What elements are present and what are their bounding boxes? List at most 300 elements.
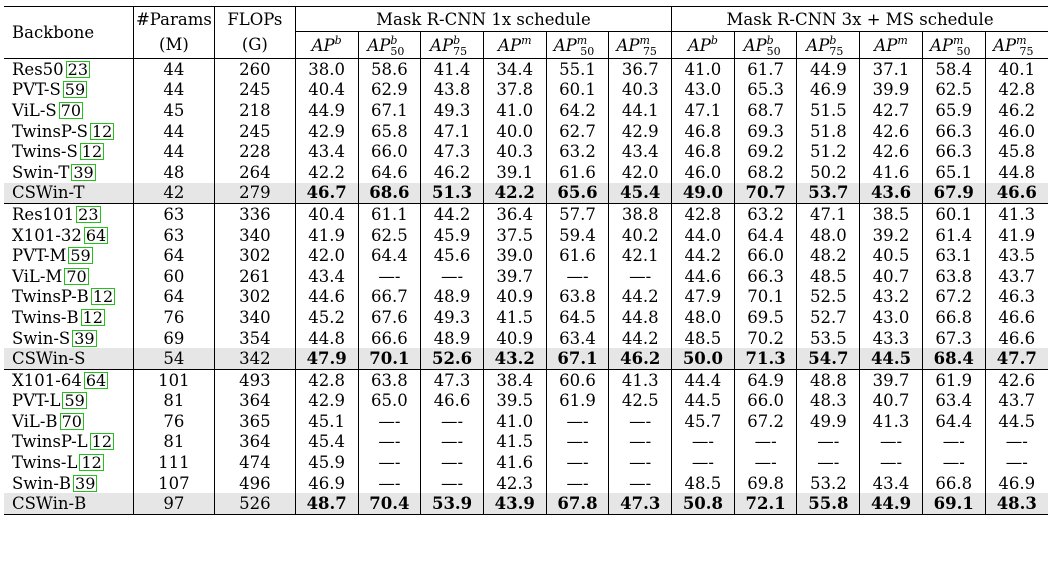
- schedule-1x-value: 45.4: [609, 183, 672, 204]
- schedule-3x-value: 39.7: [860, 369, 923, 390]
- schedule-3x-value: 46.9: [985, 473, 1048, 494]
- schedule-1x-value: 42.5: [609, 391, 672, 412]
- schedule-1x-value: 34.4: [483, 59, 546, 80]
- citation-link[interactable]: 12: [81, 453, 102, 473]
- table-row: [4, 411, 1048, 432]
- schedule-3x-value: 64.4: [734, 225, 797, 246]
- schedule-1x-value: 58.6: [358, 59, 421, 80]
- schedule-3x-value: 69.8: [734, 473, 797, 494]
- schedule-3x-value: 67.9: [922, 183, 985, 204]
- schedule-3x-value: 58.4: [922, 59, 985, 80]
- schedule-1x-header: [295, 7, 671, 32]
- schedule-3x-value: 54.7: [797, 348, 860, 369]
- schedule-1x-value: 37.8: [483, 80, 546, 101]
- schedule-1x-value: 42.8: [295, 369, 358, 390]
- schedule-1x-value: 66.0: [358, 141, 421, 162]
- schedule-1x-value: 43.4: [308, 266, 346, 286]
- schedule-1x-value: 39.5: [483, 391, 546, 412]
- schedule-1x-value: 47.3: [421, 141, 484, 162]
- schedule-3x-value: 60.1: [922, 204, 985, 225]
- schedule-3x-value: 46.9: [797, 80, 860, 101]
- backbone-name-cell: [4, 452, 133, 473]
- schedule-3x-value: 50.2: [797, 162, 860, 183]
- schedule-3x-value: 44.9: [860, 493, 923, 514]
- flops-value: 496: [214, 473, 295, 494]
- backbone-name-cell: [4, 391, 133, 412]
- schedule-3x-value: 43.6: [860, 183, 923, 204]
- citation-link[interactable]: 39: [74, 328, 95, 348]
- backbone-name: TwinsP-B: [12, 287, 89, 307]
- schedule-1x-value: 42.3: [483, 473, 546, 494]
- schedule-1x-value: 42.9: [609, 121, 672, 142]
- flops-value: 228: [214, 141, 295, 162]
- schedule-1x-value: 40.2: [609, 225, 672, 246]
- schedule-1x-value: 45.6: [421, 245, 484, 266]
- schedule-1x-value: 67.1: [546, 348, 609, 369]
- backbone-name: Swin-S: [12, 328, 71, 348]
- metric-base: AP: [367, 35, 391, 55]
- schedule-3x-value: 46.0: [985, 121, 1048, 142]
- flops-value: 302: [214, 287, 295, 308]
- metric-sup: b: [453, 33, 461, 47]
- schedule-1x-value: 37.5: [483, 225, 546, 246]
- backbone-name: Twins-B: [12, 307, 79, 327]
- schedule-3x-value: 44.8: [985, 162, 1048, 183]
- schedule-1x-value: 41.6: [483, 452, 546, 473]
- params-value: 111: [133, 452, 214, 473]
- citation-link[interactable]: 64: [85, 225, 107, 245]
- schedule-3x-value: 48.5: [797, 266, 860, 287]
- metric-label: [311, 33, 342, 55]
- schedule-1x-value: —-: [358, 411, 421, 432]
- citation-link[interactable]: 39: [75, 473, 96, 493]
- params-unit: (M): [133, 32, 214, 59]
- flops-value: 493: [214, 369, 295, 390]
- citation-link[interactable]: 70: [66, 266, 87, 286]
- schedule-1x-value: 65.8: [358, 121, 421, 142]
- schedule-3x-value: 47.1: [797, 204, 860, 225]
- schedule-3x-value: 40.1: [985, 59, 1048, 80]
- schedule-1x-value: —-: [546, 411, 609, 432]
- table-row: [4, 121, 1048, 142]
- citation-link[interactable]: 12: [82, 307, 103, 327]
- schedule-1x-value: 63.4: [546, 328, 609, 349]
- citation-link[interactable]: 39: [73, 162, 94, 182]
- table-row: [4, 307, 1048, 328]
- schedule-1x-value: —-: [546, 473, 609, 494]
- schedule-1x-value: 61.6: [546, 162, 609, 183]
- citation-link[interactable]: 12: [92, 287, 114, 307]
- schedule-3x-value: 53.7: [797, 183, 860, 204]
- table-row-highlight: [4, 348, 1048, 369]
- backbone-name: Res101: [12, 204, 75, 224]
- schedule-1x-value: 61.9: [546, 391, 609, 412]
- table-row: [4, 287, 1048, 308]
- table-row: [4, 80, 1048, 101]
- schedule-1x-value: 38.4: [483, 369, 546, 390]
- backbone-name-cell: [4, 411, 133, 432]
- schedule-1x-value: 44.6: [308, 287, 346, 307]
- backbone-name: CSWin-S: [12, 349, 86, 369]
- schedule-1x-value: 39.7: [483, 266, 546, 287]
- backbone-name-cell: [4, 369, 133, 390]
- backbone-name-cell: [4, 183, 133, 204]
- schedule-3x-value: 48.3: [985, 493, 1048, 514]
- schedule-3x-value: —-: [922, 432, 985, 453]
- schedule-1x-value: 46.2: [421, 162, 484, 183]
- table-row: [4, 432, 1048, 453]
- flops-value: 526: [214, 493, 295, 514]
- schedule-1x-value: —-: [609, 266, 672, 287]
- backbone-name: X101-64: [12, 370, 82, 390]
- schedule-1x-value: 62.5: [358, 225, 421, 246]
- params-value: 101: [133, 369, 214, 390]
- schedule-1x-value: 48.7: [295, 493, 358, 514]
- schedule-3x-value: 48.5: [684, 473, 722, 493]
- schedule-1x-value: 53.9: [421, 493, 484, 514]
- backbone-name: PVT-L: [12, 391, 61, 411]
- params-value: 63: [133, 204, 214, 225]
- citation-link[interactable]: 64: [85, 370, 107, 390]
- backbone-name-cell: [4, 348, 133, 369]
- schedule-1x-value: 41.0: [483, 411, 546, 432]
- schedule-3x-value: 44.2: [684, 246, 722, 266]
- schedule-1x-value: —-: [546, 432, 609, 453]
- metric-header-s3-4: [922, 32, 985, 59]
- schedule-1x-value: 67.6: [358, 307, 421, 328]
- citation-link[interactable]: 59: [64, 391, 85, 411]
- flops-value: 218: [214, 100, 295, 121]
- params-value: 44: [133, 121, 214, 142]
- schedule-1x-value: —-: [421, 266, 484, 287]
- schedule-3x-value: 65.9: [922, 100, 985, 121]
- params-value: 76: [133, 411, 214, 432]
- schedule-1x-value: 44.9: [308, 100, 346, 120]
- backbone-name: PVT-S: [12, 80, 61, 100]
- backbone-header: Backbone: [4, 7, 133, 59]
- backbone-name-cell: [4, 59, 133, 80]
- schedule-3x-value: 66.0: [734, 245, 797, 266]
- schedule-3x-value: 46.2: [985, 100, 1048, 121]
- schedule-3x-value: 42.6: [860, 121, 923, 142]
- schedule-1x-value: 47.3: [609, 493, 672, 514]
- metric-label: [687, 33, 718, 55]
- schedule-3x-value: 70.1: [734, 287, 797, 308]
- backbone-name-cell: [4, 245, 133, 266]
- metric-sup: m: [639, 33, 650, 47]
- citation-link[interactable]: 59: [70, 246, 91, 266]
- schedule-1x-value: 42.0: [609, 162, 672, 183]
- flops-value: 340: [214, 307, 295, 328]
- schedule-1x-value: 64.4: [358, 245, 421, 266]
- schedule-1x-value: 44.8: [308, 328, 346, 348]
- flops-value: 279: [214, 183, 295, 204]
- schedule-3x-value: 53.2: [797, 473, 860, 494]
- schedule-1x-value: —-: [421, 473, 484, 494]
- citation-link[interactable]: 12: [81, 142, 103, 162]
- metric-sup: m: [521, 33, 532, 47]
- backbone-name: ViL-S: [12, 100, 57, 120]
- schedule-3x-value: 41.6: [860, 162, 923, 183]
- schedule-3x-value: 52.5: [797, 287, 860, 308]
- metric-sub: 50: [580, 44, 595, 58]
- schedule-3x-value: —-: [860, 432, 923, 453]
- schedule-1x-value: 36.4: [483, 204, 546, 225]
- schedule-3x-value: —-: [734, 432, 797, 453]
- table-row-highlight: [4, 493, 1048, 514]
- schedule-3x-title: Mask R-CNN 3x + MS schedule: [726, 9, 994, 29]
- schedule-3x-value: 41.0: [672, 59, 735, 80]
- schedule-1x-value: 39.1: [483, 162, 546, 183]
- schedule-1x-value: 41.9: [308, 225, 346, 245]
- schedule-3x-value: —-: [691, 453, 714, 473]
- metric-header-s1-1: [358, 32, 421, 59]
- schedule-3x-value: 44.4: [672, 369, 735, 390]
- schedule-3x-value: 49.9: [797, 411, 860, 432]
- schedule-3x-value: 39.2: [860, 225, 923, 246]
- schedule-3x-value: 51.2: [797, 141, 860, 162]
- schedule-3x-value: 40.5: [860, 245, 923, 266]
- schedule-3x-value: —-: [691, 432, 714, 452]
- header-row-2: [4, 32, 1048, 59]
- schedule-1x-value: 41.4: [421, 59, 484, 80]
- params-value: 97: [133, 493, 214, 514]
- schedule-1x-value: 47.1: [421, 121, 484, 142]
- table-row: [4, 391, 1048, 412]
- schedule-1x-value: —-: [609, 411, 672, 432]
- metric-label: [367, 33, 411, 58]
- schedule-3x-value: 66.3: [734, 266, 797, 287]
- backbone-name-cell: [4, 432, 133, 453]
- header-row-1: [4, 7, 1048, 32]
- metric-header-s3-1: [734, 32, 797, 59]
- metric-header-s3-0: [672, 32, 735, 59]
- schedule-3x-value: 65.3: [734, 80, 797, 101]
- schedule-1x-value: 40.9: [483, 328, 546, 349]
- citation-link[interactable]: 70: [61, 411, 82, 431]
- schedule-3x-value: 42.6: [985, 369, 1048, 390]
- metric-sub: 50: [390, 44, 405, 58]
- schedule-3x-value: 69.1: [922, 493, 985, 514]
- schedule-1x-value: 44.8: [609, 307, 672, 328]
- schedule-3x-value: 51.5: [797, 100, 860, 121]
- flops-value: 261: [214, 266, 295, 287]
- schedule-1x-value: 55.1: [546, 59, 609, 80]
- metric-base: AP: [498, 35, 522, 55]
- schedule-3x-value: 71.3: [734, 348, 797, 369]
- schedule-1x-value: 43.9: [483, 493, 546, 514]
- schedule-3x-value: 52.7: [797, 307, 860, 328]
- schedule-3x-value: 66.3: [922, 121, 985, 142]
- metric-label: [498, 33, 532, 55]
- schedule-3x-value: —-: [734, 452, 797, 473]
- schedule-3x-value: 69.2: [734, 141, 797, 162]
- schedule-3x-value: 46.6: [985, 307, 1048, 328]
- schedule-1x-value: —-: [546, 266, 609, 287]
- schedule-3x-value: 70.2: [734, 328, 797, 349]
- metric-header-s1-3: [483, 32, 546, 59]
- backbone-name-cell: [4, 473, 133, 494]
- metric-sup: b: [390, 33, 398, 47]
- metric-header-s1-4: [546, 32, 609, 59]
- flops-unit: (G): [214, 32, 295, 59]
- schedule-1x-value: 40.4: [308, 80, 346, 100]
- schedule-3x-value: 42.8: [672, 204, 735, 225]
- schedule-1x-value: 70.1: [358, 348, 421, 369]
- schedule-1x-value: 42.2: [308, 162, 346, 182]
- schedule-3x-value: 61.7: [734, 59, 797, 80]
- schedule-3x-value: 45.7: [684, 411, 722, 431]
- params-value: 69: [133, 328, 214, 349]
- flops-value: 260: [214, 59, 295, 80]
- citation-link[interactable]: 23: [78, 204, 99, 224]
- citation-link[interactable]: 70: [60, 100, 82, 120]
- metric-header-s1-0: [295, 32, 358, 59]
- schedule-3x-value: 44.6: [684, 266, 722, 286]
- citation-link[interactable]: 12: [91, 432, 113, 452]
- schedule-1x-value: 62.7: [546, 121, 609, 142]
- schedule-3x-value: 65.1: [922, 162, 985, 183]
- schedule-3x-value: 63.4: [922, 391, 985, 412]
- flops-value: 474: [214, 452, 295, 473]
- params-value: 64: [133, 287, 214, 308]
- schedule-3x-value: 68.7: [734, 100, 797, 121]
- schedule-3x-value: 66.8: [922, 473, 985, 494]
- schedule-3x-value: 68.2: [734, 162, 797, 183]
- flops-value: 302: [214, 245, 295, 266]
- schedule-3x-value: 51.8: [797, 121, 860, 142]
- schedule-1x-value: 38.8: [609, 204, 672, 225]
- metric-sub: 50: [766, 44, 781, 58]
- table-row: [4, 266, 1048, 287]
- schedule-1x-value: 40.0: [483, 121, 546, 142]
- schedule-3x-value: 47.1: [684, 100, 722, 120]
- schedule-3x-value: 44.0: [684, 225, 722, 245]
- schedule-3x-value: 43.0: [684, 80, 722, 100]
- metric-base: AP: [993, 35, 1017, 55]
- metric-sup: b: [829, 33, 837, 47]
- metric-base: AP: [687, 35, 711, 55]
- schedule-3x-value: 48.8: [797, 369, 860, 390]
- metric-header-s3-2: [797, 32, 860, 59]
- schedule-1x-value: 60.6: [546, 369, 609, 390]
- backbone-name: Res50: [12, 59, 64, 79]
- backbone-name-cell: [4, 100, 133, 121]
- schedule-3x-value: 46.8: [684, 142, 722, 162]
- backbone-name-cell: [4, 287, 133, 308]
- schedule-1x-value: —-: [609, 432, 672, 453]
- schedule-3x-value: —-: [797, 432, 860, 453]
- table-row: [4, 369, 1048, 390]
- schedule-1x-value: 40.9: [483, 287, 546, 308]
- schedule-3x-value: 43.0: [860, 307, 923, 328]
- table-row: [4, 100, 1048, 121]
- citation-link[interactable]: 12: [92, 121, 113, 141]
- schedule-3x-value: 63.8: [922, 266, 985, 287]
- params-header: #Params: [133, 7, 214, 32]
- schedule-3x-value: 48.5: [684, 328, 722, 348]
- metric-label: [993, 33, 1040, 58]
- citation-link[interactable]: 59: [64, 80, 86, 100]
- schedule-1x-value: 63.8: [546, 287, 609, 308]
- schedule-1x-value: 41.5: [483, 307, 546, 328]
- metric-sub: 75: [453, 44, 468, 58]
- backbone-name: Twins-S: [12, 142, 78, 162]
- schedule-1x-value: 43.8: [421, 80, 484, 101]
- schedule-3x-value: 55.8: [797, 493, 860, 514]
- schedule-3x-value: 42.7: [860, 100, 923, 121]
- flops-value: 245: [214, 121, 295, 142]
- schedule-3x-value: 48.0: [797, 225, 860, 246]
- schedule-3x-value: 50.8: [672, 493, 735, 514]
- schedule-1x-value: 67.1: [358, 100, 421, 121]
- schedule-1x-value: 40.3: [609, 80, 672, 101]
- metric-label: [430, 33, 474, 58]
- schedule-1x-value: 67.8: [546, 493, 609, 514]
- metric-base: AP: [874, 35, 898, 55]
- flops-header: FLOPs: [214, 7, 295, 32]
- schedule-1x-value: —-: [358, 452, 421, 473]
- flops-value: 336: [214, 204, 295, 225]
- table-row: [4, 204, 1048, 225]
- schedule-1x-value: 49.3: [421, 100, 484, 121]
- schedule-1x-value: 63.2: [546, 141, 609, 162]
- backbone-name-cell: [4, 493, 133, 514]
- backbone-name: Swin-T: [12, 162, 70, 182]
- metric-label: [930, 33, 977, 58]
- metric-sup: m: [576, 33, 588, 47]
- params-value: 63: [133, 225, 214, 246]
- schedule-1x-value: 39.0: [483, 245, 546, 266]
- schedule-3x-value: 72.1: [734, 493, 797, 514]
- schedule-3x-value: —-: [985, 432, 1048, 453]
- schedule-3x-value: 46.3: [985, 287, 1048, 308]
- schedule-1x-value: 41.0: [483, 100, 546, 121]
- schedule-1x-value: 65.6: [546, 183, 609, 204]
- citation-link[interactable]: 23: [67, 59, 89, 79]
- flops-value: 354: [214, 328, 295, 349]
- backbone-name: X101-32: [12, 225, 82, 245]
- schedule-3x-value: 42.8: [985, 80, 1048, 101]
- table-row: [4, 141, 1048, 162]
- schedule-3x-value: 69.3: [734, 121, 797, 142]
- backbone-name-cell: [4, 225, 133, 246]
- metric-label: [616, 33, 663, 58]
- backbone-name-cell: [4, 141, 133, 162]
- schedule-1x-value: 45.1: [308, 411, 346, 431]
- schedule-1x-value: 66.7: [358, 287, 421, 308]
- schedule-1x-value: 52.6: [421, 348, 484, 369]
- metric-sup: m: [897, 33, 908, 47]
- schedule-3x-value: —-: [860, 452, 923, 473]
- schedule-3x-value: —-: [985, 452, 1048, 473]
- schedule-3x-value: 41.3: [860, 411, 923, 432]
- params-value: 42: [133, 183, 214, 204]
- schedule-1x-value: 64.6: [358, 162, 421, 183]
- metric-base: AP: [430, 35, 454, 55]
- metric-sup: b: [710, 33, 718, 47]
- schedule-3x-value: 68.4: [922, 348, 985, 369]
- table-body: [4, 59, 1048, 515]
- schedule-1x-value: 57.7: [546, 204, 609, 225]
- metric-header-s3-3: [860, 32, 923, 59]
- schedule-1x-value: 40.3: [483, 141, 546, 162]
- metric-base: AP: [743, 35, 767, 55]
- schedule-3x-value: 66.3: [922, 141, 985, 162]
- results-table-container: [4, 6, 1048, 515]
- results-table: [4, 6, 1048, 515]
- schedule-1x-value: 45.2: [308, 307, 346, 327]
